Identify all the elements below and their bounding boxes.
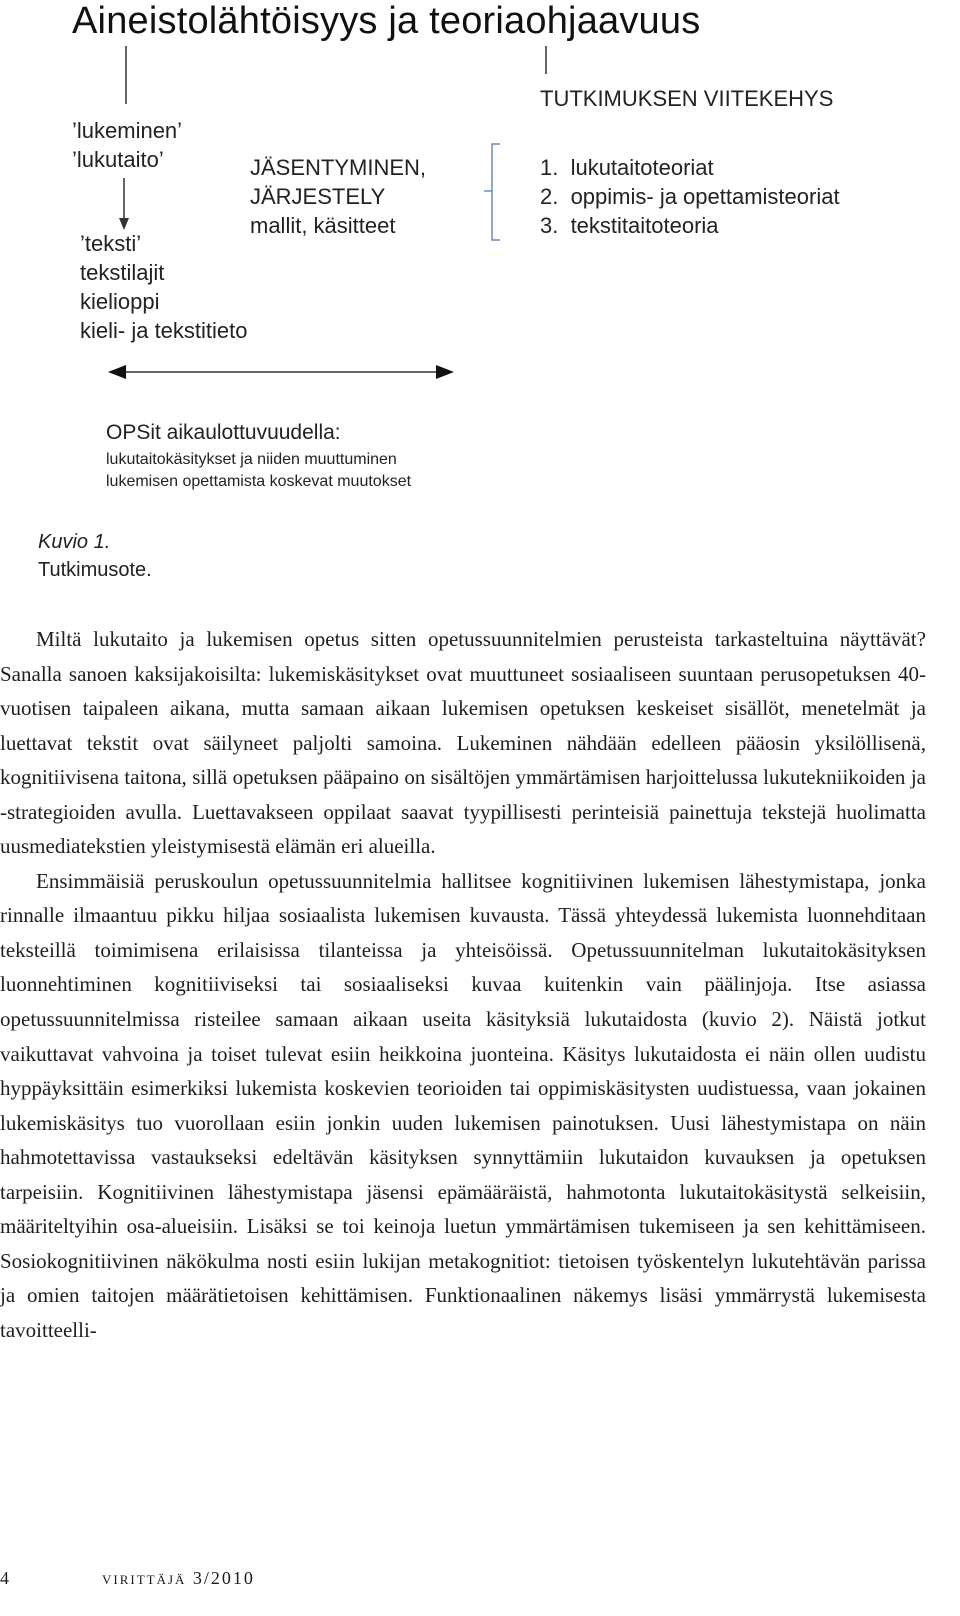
caption-number: Kuvio 1.	[38, 531, 111, 553]
figure-caption	[38, 528, 152, 584]
caption-text: Tutkimusote.	[38, 559, 152, 581]
timeline-arrow-left-head	[108, 365, 126, 379]
middle-label-mallit: mallit, käsitteet	[250, 213, 396, 238]
opsit-item-1: lukutaitokäsitykset ja niiden muuttuminen	[106, 451, 397, 468]
paragraph-2: Ensimmäisiä peruskoulun opetussuunnitelmia hallitsee kognitiivinen lukemisen lähestymistapa, jonka rinnalle ilmaantuu pikku hiljaa sosiaalista lukemisen kuvausta. Tässä yhteydessä lukemista luonnehditaan teksteillä toimimisena erilaisissa tilanteissa ja yhteisöissä. Opetussuunnitelman lukutaitokäsityksen luonnehtiminen kognitiiviseksi tai sosiaaliseksi kuvaa kuitenkin vain päälinjoja. Itse asiassa opetussuunnitelmissa risteilee samaan aikaan useita käsityksiä lukutaidosta (kuvio 2). Näistä jotkut vaikuttavat vahvoina ja toiset tulevat esiin heikkoina juonteina. Käsitys lukutaidosta ei näin ollen uudistu hyppäyksittäin esimerkiksi lukemista koskevien teorioiden tai oppimiskäsitysten uudistuessa, vaan jokainen lukemiskäsitys tuo vuorollaan esiin jonkin uuden lukemisen painotuksen. Uusi lähestymistapa on näin hahmotettavissa vastaukseksi edeltävän käsityksen synnyttämiin lukutaidon kuvauksen ja opetuksen tarpeisiin. Kognitiivinen lähestymistapa jäsensi epämääräistä, hahmotonta lukutaitokäsitystä selkeisiin, määriteltyihin osa-alueisiin. Lisäksi se toi keinoja luetun ymmärtämisen tukemiseen ja sen kehittämiseen. Sosiokognitiivinen näkökulma nosti esiin lukijan metakognitiot: tietoisen työskentelyn lukutehtävän parissa ja omien taitojen määrätietoisen kehittämisen. Funktionaalinen näkemys lisäsi ymmärrystä lukemisesta tavoitteelli-	[0, 868, 926, 1342]
text-term-kieli-ja-tekstitieto: kieli- ja tekstitieto	[80, 318, 248, 343]
framework-bracket	[492, 144, 500, 240]
framework-item-1: 1. lukutaitoteoriat	[540, 155, 714, 180]
left-term-lukutaito: ’lukutaito’	[72, 147, 164, 172]
middle-label-jarjestely: JÄRJESTELY	[250, 184, 386, 209]
timeline-arrow-right-head	[436, 365, 454, 379]
left-term-lukeminen: ’lukeminen’	[72, 118, 183, 143]
framework-item-2: 2. oppimis- ja opettamisteoriat	[540, 184, 840, 209]
diagram-title: Aineistolähtöisyys ja teoriaohjaavuus	[72, 0, 701, 42]
framework-title: TUTKIMUKSEN VIITEKEHYS	[540, 86, 834, 111]
paragraph-1: Miltä lukutaito ja lukemisen opetus sitten opetussuunnitelmien perusteista tarkasteltuina näyttävät? Sanalla sanoen kaksijakoisilta: lukemiskäsitykset ovat muuttuneet sosiaaliseen suuntaan perusopetuksen 40-vuotisen taipaleen aikana, mutta samaan aikaan lukemisen opetuksen keskeiset sisällöt, menetelmät ja luettavat tekstit ovat säilyneet paljolti samoina. Lukeminen nähdään edelleen pääosin yksilöllisenä, kognitiivisena taitona, sillä opetuksen pääpaino on sisältöjen ymmärtämisen harjoittelussa lukutekniikoiden ja -strategioiden avulla. Luettavakseen oppilaat saavat tyypillisesti perinteisiä painettuja tekstejä huolimatta uusmediatekstien yleistymisestä elämän eri alueilla.	[0, 627, 926, 859]
text-term-tekstilajit: tekstilajit	[80, 260, 165, 285]
journal-name: virittäjä 3/2010	[102, 1568, 255, 1588]
text-term-kielioppi: kielioppi	[80, 289, 160, 314]
page-number: 4	[0, 1568, 9, 1588]
body-text	[0, 622, 926, 1347]
framework-item-3: 3. tekstitaitoteoria	[540, 213, 719, 238]
opsit-item-2: lukemisen opettamista koskevat muutokset	[106, 473, 412, 490]
middle-label-jasentyminen: JÄSENTYMINEN,	[250, 155, 427, 180]
opsit-title: OPSit aikaulottuvuudella:	[106, 421, 341, 444]
text-term-teksti: ’teksti’	[80, 231, 142, 256]
